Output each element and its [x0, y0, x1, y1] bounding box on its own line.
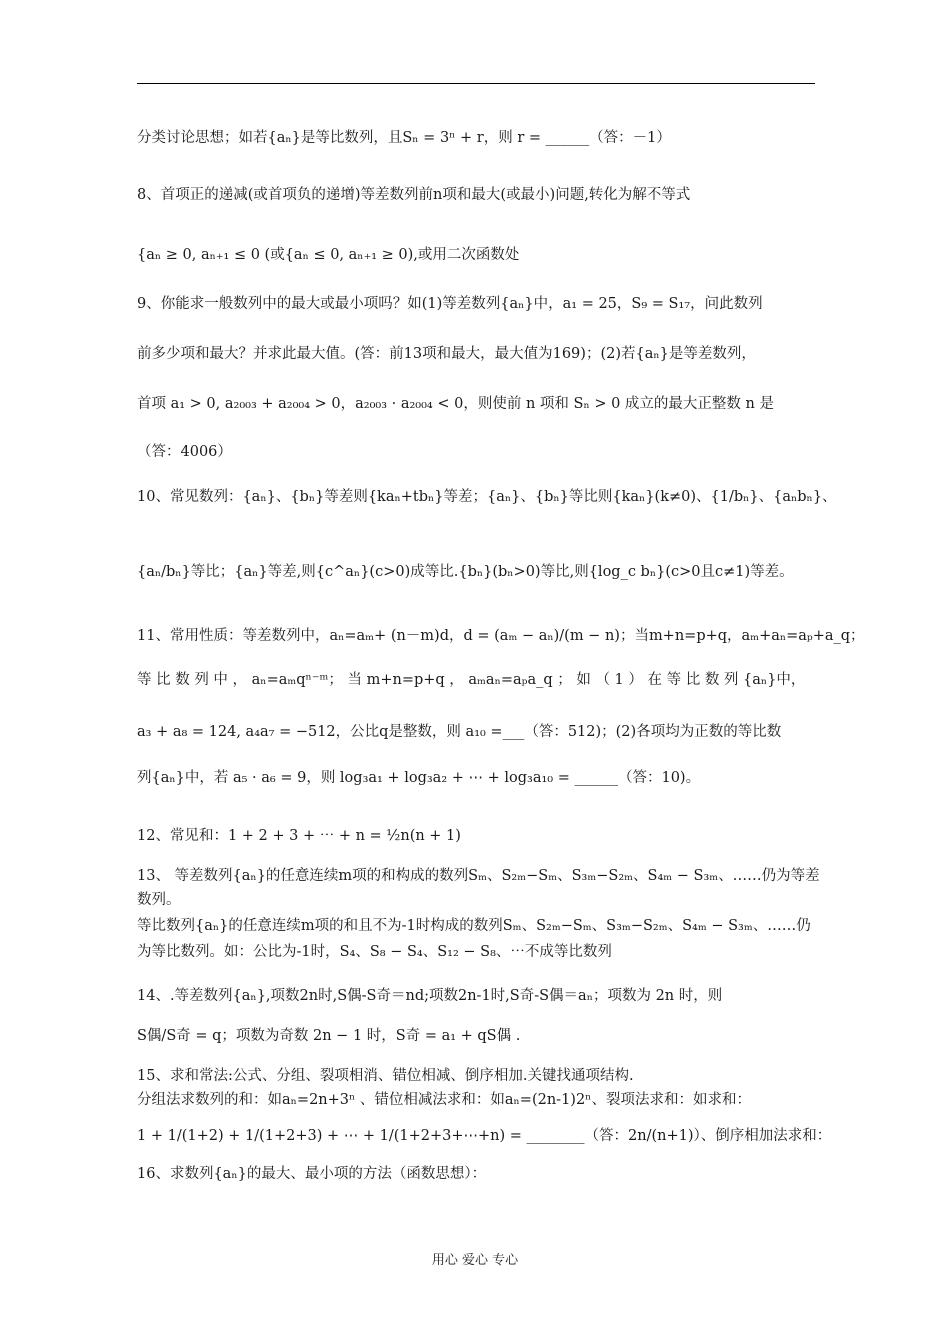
text-line-16: 数列。 — [137, 892, 181, 908]
text-line-13: 列{aₙ}中，若 a₅ · a₆ = 9，则 log₃a₁ + log₃a₂ + ⋯ + log₃a₁₀ = ______（答：10)。 — [137, 770, 701, 786]
text-line-11: 等 比 数 列 中 ， aₙ=aₘqⁿ⁻ᵐ； 当 m+n=p+q ， aₘaₙ=aₚa_q ； 如 （ 1 ） 在 等 比 数 列 {aₙ}中， — [137, 672, 806, 688]
text-line-6: 首项 a₁ > 0, a₂₀₀₃ + a₂₀₀₄ > 0，a₂₀₀₃ · a₂₀₀₄ < 0，则使前 n 项和 Sₙ > 0 成立的最大正整数 n 是 — [137, 396, 774, 412]
text-line-4: 9、你能求一般数列中的最大或最小项吗？如(1)等差数列{aₙ}中，a₁ = 25，S₉ = S₁₇，问此数列 — [137, 296, 763, 312]
text-line-8: 10、常见数列：{aₙ}、{bₙ}等差则{kaₙ+tbₙ}等差；{aₙ}、{bₙ}等比则{kaₙ}(k≠0)、{1/bₙ}、{aₙbₙ}、 — [137, 489, 837, 505]
text-line-24: 16、求数列{aₙ}的最大、最小项的方法（函数思想）： — [137, 1166, 487, 1182]
text-line-3: {aₙ ≥ 0, aₙ₊₁ ≤ 0 (或{aₙ ≤ 0, aₙ₊₁ ≥ 0),或用二次函数处 — [137, 247, 520, 263]
text-line-12: a₃ + a₈ = 124, a₄a₇ = −512，公比q是整数，则 a₁₀ =___（答：512)；(2)各项均为正数的等比数 — [137, 724, 782, 740]
text-line-17: 等比数列{aₙ}的任意连续m项的和且不为-1时构成的数列Sₘ、S₂ₘ−Sₘ、S₃ₘ−S₂ₘ、S₄ₘ − S₃ₘ、……仍 — [137, 918, 811, 934]
text-line-22: 分组法求数列的和：如aₙ=2n+3ⁿ 、错位相减法求和：如aₙ=(2n-1)2ⁿ、裂项法求和：如求和： — [137, 1092, 751, 1108]
text-line-15: 13、 等差数列{aₙ}的任意连续m项的和构成的数列Sₘ、S₂ₘ−Sₘ、S₃ₘ−S₂ₘ、S₄ₘ − S₃ₘ、……仍为等差 — [137, 868, 820, 884]
text-line-2: 8、首项正的递减(或首项负的递增)等差数列前n项和最大(或最小)问题,转化为解不等式 — [137, 187, 691, 203]
text-line-18: 为等比数列。如：公比为-1时，S₄、S₈ − S₄、S₁₂ − S₈、⋯不成等比数列 — [137, 944, 612, 960]
page-footer: 用心 爱心 专心 — [431, 1253, 519, 1268]
text-line-10: 11、常用性质：等差数列中，aₙ=aₘ+ (n－m)d，d = (aₘ − aₙ)/(m − n)；当m+n=p+q，aₘ+aₙ=aₚ+a_q； — [137, 628, 865, 644]
text-line-20: S偶/S奇 = q；项数为奇数 2n − 1 时，S奇 = a₁ + qS偶 . — [137, 1028, 521, 1044]
text-line-23: 1 + 1/(1+2) + 1/(1+2+3) + ⋯ + 1/(1+2+3+⋯+n) = ________（答：2n/(n+1)）、倒序相加法求和： — [137, 1128, 832, 1144]
text-line-7: （答：4006） — [137, 444, 232, 460]
text-line-9: {aₙ/bₙ}等比；{aₙ}等差,则{c^aₙ}(c>0)成等比.{bₙ}(bₙ>0)等比,则{log_c bₙ}(c>0且c≠1)等差。 — [137, 564, 794, 580]
text-line-21: 15、求和常法:公式、分组、裂项相消、错位相减、倒序相加.关键找通项结构. — [137, 1068, 634, 1084]
text-line-5: 前多少项和最大？并求此最大值。(答：前13项和最大，最大值为169)；(2)若{aₙ}是等差数列， — [137, 346, 756, 362]
text-line-19: 14、.等差数列{aₙ},项数2n时,S偶-S奇＝nd;项数2n-1时,S奇-S偶＝aₙ；项数为 2n 时，则 — [137, 988, 723, 1004]
text-line-1: 分类讨论思想；如若{aₙ}是等比数列，且Sₙ = 3ⁿ + r，则 r = ______（答：－1） — [137, 130, 671, 146]
text-line-14: 12、常见和：1 + 2 + 3 + ⋯ + n = ½n(n + 1) — [137, 828, 461, 844]
header-rule — [137, 83, 815, 84]
